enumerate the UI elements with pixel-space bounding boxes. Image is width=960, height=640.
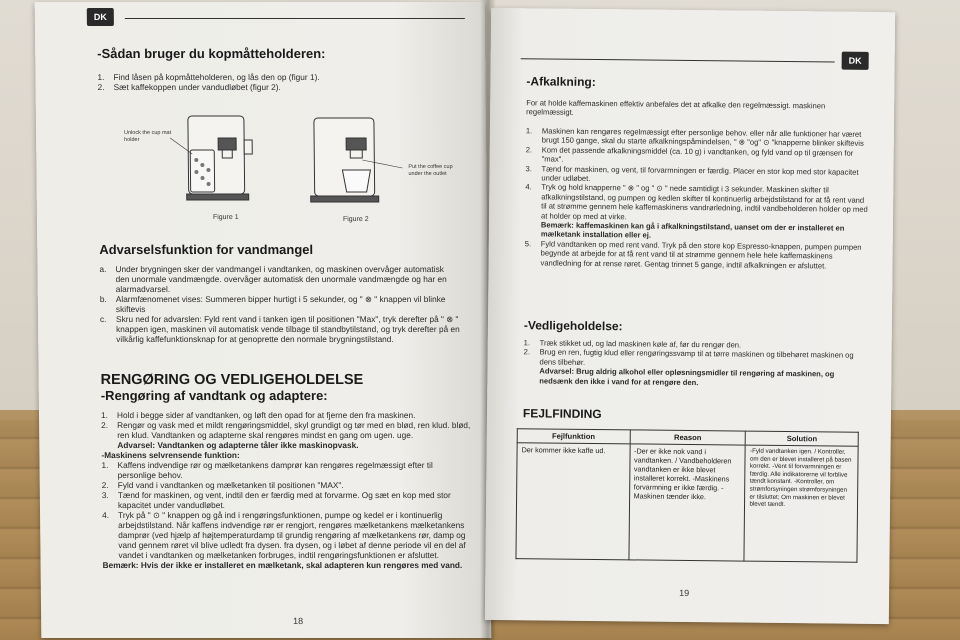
list-item: 4. Tryk og hold knapperne " ⊗ " og " ⊙ " nede samtidigt i 3 sekunder. Maskinen skifter til afkalkningstilstand, og pumpen og kedlen skifter til kontinuerlig arbejdstilstand for at få rent vand til at strømme gennem hele kaffemaskinens vandrørledning, indtil vandbeholderen holder op med at holder op med at virke. Bemærk: kaffemaskinen kan gå i afkalkningstilstand, uanset om der er installeret en mælketank installation eller ej. [525, 183, 871, 243]
troubleshooting-table [515, 428, 858, 563]
figure-2-illustration [306, 112, 417, 212]
list-item: 4. Tryk på " ⊙ " knappen og gå ind i rengøringsfunktionen, pumpe og kedel er i kontinuerlig arbejdstilstand. Når kaffens indvendige rør er rengjort, rengøres mælketankens mælketankens damprør (ved hjælp af højtemperaturdamp til grundig rengøring af mælketankens rør, damp og vand gennem røret vil blive udledt fra dysen. fra dysen, og i løbet af denne periode vil en del af vandet i vandtanken og mælketanken forbruges, indtil rengøringsfunktionen er afsluttet. [101, 510, 466, 561]
manual-page-right [485, 8, 895, 624]
list-item: 1. Træk stikket ud, og lad maskinen køle af, før du rengør den. [523, 338, 742, 350]
table-cell-fault: Der kommer ikke kaffe ud. [516, 443, 630, 560]
water-shortage-list [99, 264, 460, 344]
cleaning-title: RENGØRING OG VEDLIGEHOLDELSE [100, 372, 364, 389]
cup-holder-title: -Sådan bruger du kopmåtteholderen: [97, 45, 326, 61]
list-item: b. Alarmfænomenet vises: Summeren bipper hurtigt i 5 sekunder, og " ⊗ " knappen vil blinke skiftevis [99, 293, 446, 314]
table-cell-solution: -Fyld vandtanken igen. / Kontroller, om den er blevet installeret på basen korrekt. -Vent til forvarmningen er færdig. Alle indikatorerne vil forblive tændt konstant. -Kontroller, om strømforsyningen strømforsyningen er tilsluttet; Om maskinen er blevet blevet tændt. [744, 445, 858, 562]
descaling-note: Bemærk: kaffemaskinen kan gå i afkalkningstilstand, uanset om der er installeret en mælketank installation eller ej. [540, 220, 845, 241]
table-cell-reason: -Der er ikke nok vand i vandtanken. / Vandbeholderen vandtanken er ikke blevet installeret korrekt. -Maskinens forvarmning er ikke færdig. -Maskinen tænder ikke. [628, 444, 745, 561]
list-item: 1. Maskinen kan rengøres regelmæssigt efter personlige behov. eller når alle funktioner har været brugt 150 gange, skal du starte afkalkningspåmindelsen, " ⊗ "og" ⊙ "knapperne blinker skiftevis [525, 126, 864, 149]
list-item: c. Skru ned for advarslen: Fyld rent vand i tanken igen til positionen "Max", tryk derefter på " ⊗ " knappen igen, maskinen vil automatisk vende tilbage til standbytilstand, og tryk derefter på en vilkårlig kaffefunktionsknap for at genoprette den normale brygningstilstand. [99, 313, 460, 345]
table-row [516, 443, 858, 563]
list-item: 2. Fyld vand i vandtanken og mælketanken til positionen "MAX". [101, 480, 344, 491]
page-number: 18 [293, 616, 304, 627]
cleaning-subtitle: -Rengøring af vandtank og adaptere: [100, 388, 328, 404]
maintenance-title: -Vedligeholdelse: [523, 318, 623, 334]
list-item: 3. Tænd for maskinen, og vent, til forvarmningen er færdig. Placer en stor kop med stor kapacitet under udløbet. [525, 163, 859, 183]
page-number: 19 [679, 587, 690, 599]
cup-holder-steps [97, 72, 437, 92]
list-item: 2. Sæt kaffekoppen under vandudløbet (figur 2). [97, 81, 281, 92]
figure-1-illustration [168, 110, 279, 210]
list-item: 2. Kom det passende afkalkningsmiddel (ca. 10 g) i vandtanken, og fyld vand op til grænsen for "max". [525, 145, 854, 164]
list-item: 1. Kaffens indvendige rør og mælketankens damprør kan rengøres regelmæssigt efter til personlige behov. [101, 460, 433, 481]
list-item: 2. Brug en ren, fugtig klud eller rengøringssvamp til at tørre maskinen og tilbehøret maskinen og dens tilbehør. [523, 347, 854, 367]
list-item: 1. Hold i begge sider af vandtanken, og løft den opad for at fjerne den fra maskinen. [100, 410, 416, 421]
figure-1-caption: Figure 1 [212, 213, 239, 221]
troubleshooting-title: FEJLFINDING [522, 406, 602, 422]
table-header-cell: Solution [746, 431, 859, 446]
cleaning-steps [101, 410, 473, 570]
figure-2-caption: Figure 2 [342, 215, 369, 223]
language-tab: DK [842, 52, 869, 70]
manual-page-left [35, 2, 492, 638]
self-cleaning-title: -Maskinens selvrensende funktion: [101, 450, 240, 461]
table-header-cell: Reason [630, 430, 746, 445]
descaling-intro: For at holde kaffemaskinen effektiv anbefales det at afkalke den regelmæssigt. maskinen regelmæssigt. [526, 98, 826, 118]
descaling-steps [525, 126, 871, 271]
list-item: 1. Find låsen på kopmåtteholderen, og lås den op (figur 1). [97, 71, 320, 82]
milk-tank-note: Bemærk: Hvis der ikke er installeret en mælketank, skal adapteren kun rengøres med vand. [102, 560, 463, 571]
header-rule [521, 58, 835, 62]
list-item: 3. Tænd for maskinen, og vent, indtil den er færdig med at forvarme. Og sæt en kop med stor kapacitet under vandudløbet. [101, 490, 451, 511]
table-header-cell: Fejlfunktion [517, 429, 630, 444]
dishwasher-warning: Advarsel: Vandtanken og adapterne tåler ikke maskinopvask. [117, 440, 359, 451]
water-shortage-title: Advarselsfunktion for vandmangel [99, 241, 314, 257]
list-item: 2. Rengør og vask med et mildt rengøringsmiddel, skyl grundigt og tør med en blød, ren klud. blød, ren klud. Vandtanken og adapterne skal rengøres mindst en gang om ugen. uge. [101, 420, 471, 441]
maintenance-steps [523, 338, 868, 389]
list-item: a. Under brygningen sker der vandmangel i vandtanken, og maskinen overvåger automatisk den unormale vandmængde. overvåger automatisk den unormale vandmængde og har en alarmadvarsel. [99, 263, 447, 294]
header-rule [125, 18, 465, 19]
list-item: 5. Fyld vandtanken op med rent vand. Tryk på den store kop Espresso-knappen, pumpen pumpen begynde at arbejde for at få rent vand til at strømme gennem hele hele kaffemaskinens vandledning for at rense røret. Gentag trinnet 5 gange, indtil afkalkningen er afsluttet. [524, 239, 862, 271]
troubleshooting-table-wrap [515, 428, 858, 563]
descaling-title: -Afkalkning: [526, 74, 596, 90]
language-tab: DK [87, 8, 114, 26]
figure-1-callout: Unlock the cup mat holder [124, 129, 172, 143]
maintenance-warning: Advarsel: Brug aldrig alkohol eller opløsningsmidler til rengøring af maskinen, og nedsænk den ikke i vand for at rengøre den. [539, 366, 835, 387]
figure-2-callout: Put the coffee cup under the outlet [408, 163, 453, 177]
